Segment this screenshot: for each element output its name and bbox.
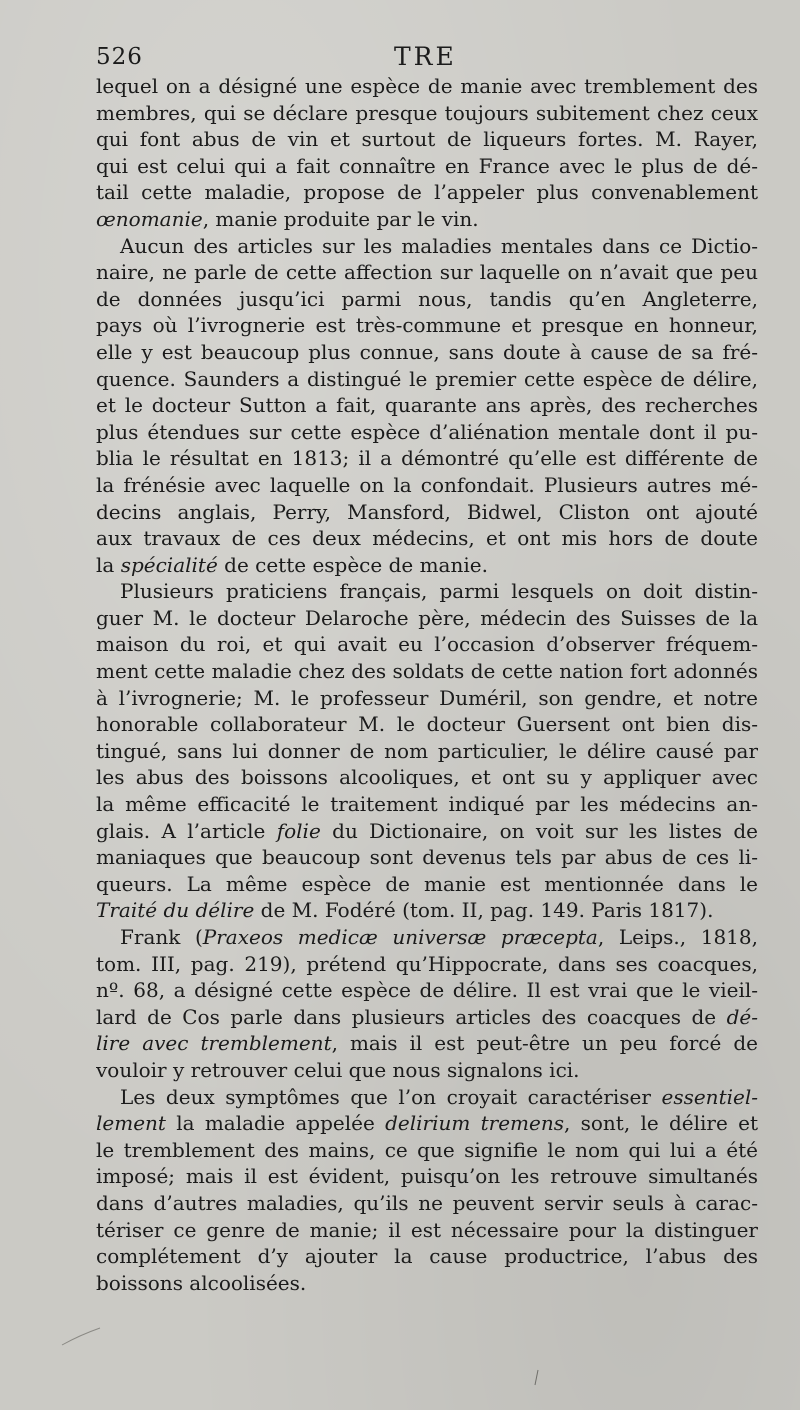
text-run: lard de Cos parle dans plusieurs articles des coacques de	[96, 1004, 727, 1029]
text-line: elle y est beaucoup plus connue, sans doute à cause de sa fré-	[96, 339, 758, 364]
text-run: Les deux symptômes que l’on croyait caractériser	[120, 1084, 662, 1109]
text-line: guer M. le docteur Delaroche père, médecin des Suisses de la	[96, 605, 758, 630]
italic-term: Praxeos medicæ universæ præcepta	[202, 925, 598, 949]
text-line: à l’ivrognerie; M. le professeur Duméril, son gendre, et notre	[96, 685, 758, 710]
text-line: tingué, sans lui donner de nom particulier, le délire causé par	[96, 738, 758, 763]
text-run: , Leips., 1818,	[597, 925, 758, 949]
text-line: complétement d’y ajouter la cause productrice, l’abus des	[96, 1244, 758, 1269]
italic-term: essentiel-	[661, 1084, 758, 1109]
text-line: boissons alcoolisées.	[96, 1270, 307, 1295]
text-run: du Dictionaire, on voit sur les listes de	[320, 818, 758, 843]
running-head: TRE	[394, 42, 457, 71]
italic-term: Traité du délire	[96, 898, 255, 923]
text-line: lequel on a désigné une espèce de manie avec tremblement des	[96, 74, 758, 98]
italic-term: dé-	[726, 1004, 758, 1029]
italic-term: lement	[96, 1111, 166, 1136]
text-line: et le docteur Sutton a fait, quarante ans après, des recherches	[96, 393, 758, 418]
text-run: glais. A l’article	[96, 818, 277, 843]
text-line: qui est celui qui a fait connaître en France avec le plus de dé-	[96, 153, 758, 178]
text-run: , mais il est peut-être un peu forcé de	[331, 1031, 758, 1056]
text-line: la même efficacité le traitement indiqué par les médecins an-	[96, 792, 758, 817]
text-line: queurs. La même espèce de manie est mentionnée dans le	[96, 871, 758, 896]
text-line: aux travaux de ces deux médecins, et ont mis hors de doute	[96, 526, 758, 551]
text-line: le tremblement des mains, ce que signifie le nom qui lui a été	[96, 1137, 758, 1162]
pencil-stroke	[62, 1328, 100, 1345]
text-line: nº. 68, a désigné cette espèce de délire. Il est vrai que le vieil-	[96, 978, 758, 1003]
text-run: , sont, le délire et	[563, 1111, 758, 1136]
text-line: plus étendues sur cette espèce d’aliénation mentale dont il pu-	[96, 419, 758, 444]
text-line: la frénésie avec laquelle on la confondait. Plusieurs autres mé-	[96, 472, 758, 497]
text-run: la	[96, 552, 121, 577]
text-line: quence. Saunders a distingué le premier cette espèce de délire,	[96, 366, 758, 391]
text-line: ment cette maladie chez des soldats de cette nation fort adonnés	[96, 659, 758, 684]
text-line: imposé; mais il est évident, puisqu’on les retrouve simultanés	[96, 1164, 758, 1189]
italic-term: folie	[276, 818, 321, 843]
text-line: honorable collaborateur M. le docteur Guersent ont bien dis-	[96, 712, 758, 737]
text-line: tériser ce genre de manie; il est nécessaire pour la distinguer	[96, 1217, 758, 1242]
text-line: vouloir y retrouver celui que nous signalons ici.	[96, 1057, 580, 1082]
text-run: la maladie appelée	[165, 1111, 386, 1136]
text-run: de cette espèce de manie.	[217, 552, 488, 577]
text-line: membres, qui se déclare presque toujours subitement chez ceux	[96, 100, 758, 125]
text-line: de données jusqu’ici parmi nous, tandis qu’en Angleterre,	[96, 286, 758, 311]
text-line: dans d’autres maladies, qu’ils ne peuvent servir seuls à carac-	[96, 1190, 758, 1215]
italic-term: œnomanie	[96, 206, 203, 231]
italic-term: delirium tremens	[385, 1111, 564, 1136]
text-line: tail cette maladie, propose de l’appeler plus convenablement	[96, 180, 758, 205]
pencil-stroke	[535, 1370, 538, 1385]
text-line: pays où l’ivrognerie est très-commune et presque en honneur,	[96, 313, 758, 338]
italic-term: lire avec tremblement	[96, 1031, 332, 1056]
text-line: blia le résultat en 1813; il a démontré qu’elle est différente de	[96, 446, 758, 471]
text-line: Aucun des articles sur les maladies mentales dans ce Dictio-	[120, 233, 758, 258]
text-line: Plusieurs praticiens français, parmi lesquels on doit distin-	[120, 579, 758, 604]
text-line: decins anglais, Perry, Mansford, Bidwel, Cliston ont ajouté	[96, 499, 758, 524]
italic-term: spécialité	[120, 552, 218, 577]
text-line: les abus des boissons alcooliques, et ont su y appliquer avec	[96, 765, 758, 790]
page-number: 526	[96, 44, 143, 70]
text-line: qui font abus de vin et surtout de liqueurs fortes. M. Rayer,	[96, 127, 758, 152]
text-run: , manie produite par le vin.	[202, 206, 479, 231]
text-run: Frank (	[120, 925, 203, 949]
text-line: tom. III, pag. 219), prétend qu’Hippocrate, dans ses coacques,	[96, 951, 758, 976]
text-line: maison du roi, et qui avait eu l’occasion d’observer fréquem-	[96, 632, 758, 657]
text-line: naire, ne parle de cette affection sur laquelle on n’avait que peu	[96, 260, 758, 285]
text-line: maniaques que beaucoup sont devenus tels par abus de ces li-	[96, 845, 758, 870]
text-run: de M. Fodéré (tom. II, pag. 149. Paris 1817).	[254, 898, 714, 923]
